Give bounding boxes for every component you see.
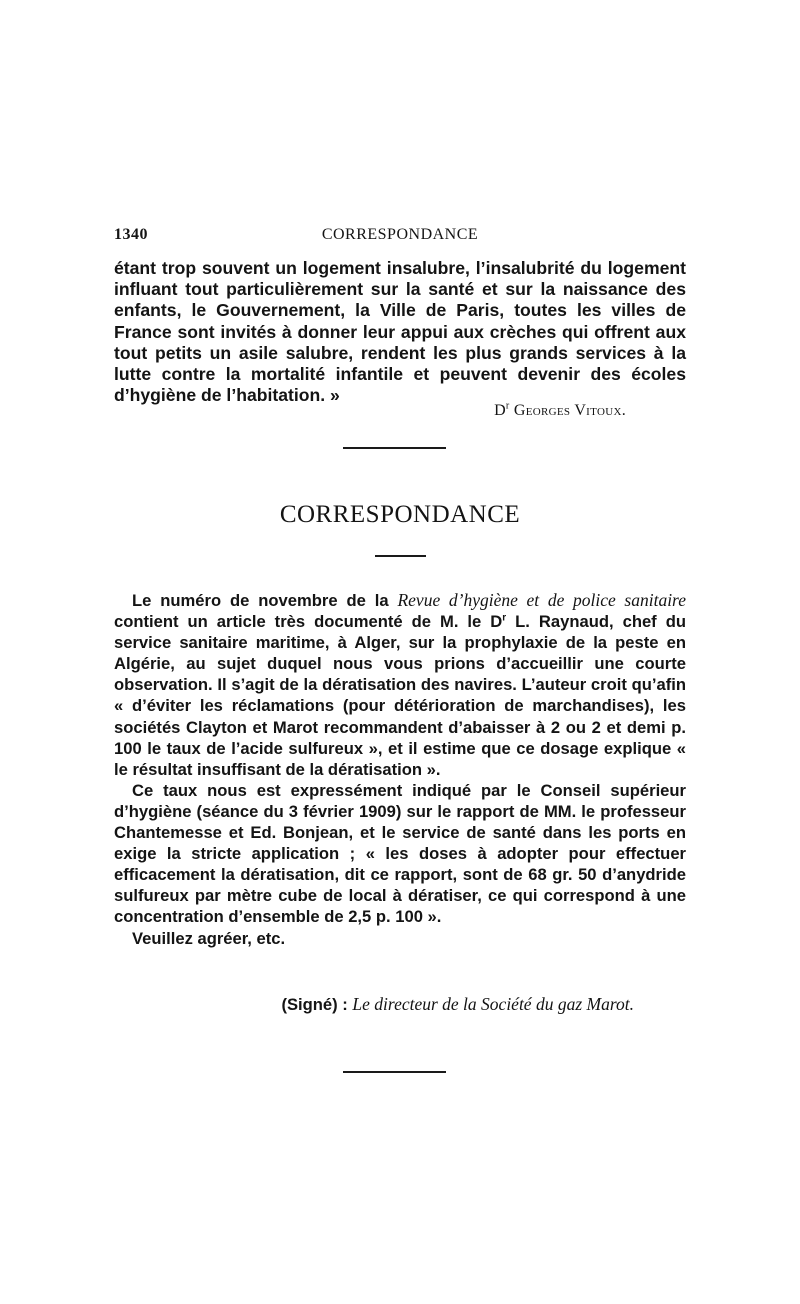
previous-article-paragraph: étant trop souvent un logement insalubre, l’insalubrité du logement influant tout particulièrement sur la santé et sur la naissance des enfants, le Gouvernement, la Ville de Paris, toutes les villes de France sont invités à donner leur appui aux crèches qui offrent aux tout petits un asile salubre, rendent les plus grands services à la lutte contre la mortalité infantile et peuvent devenir des écoles d’hygiène de l’habitation. » bbox=[114, 258, 686, 406]
author-signature bbox=[114, 402, 626, 420]
journal-title: Revue d’hygiène et de police sanitaire bbox=[397, 590, 686, 610]
running-head bbox=[114, 226, 686, 248]
previous-article-ending bbox=[114, 258, 686, 406]
running-title: CORRESPONDANCE bbox=[321, 226, 479, 243]
signed-line bbox=[114, 994, 634, 1015]
p1-text-b: contient un article très documenté de M. le D bbox=[114, 612, 503, 632]
letter-body bbox=[114, 590, 686, 949]
signature-prefix: D bbox=[494, 402, 506, 419]
signed-text: Le directeur de la Société du gaz Marot. bbox=[352, 994, 634, 1014]
signature-name: Georges Vitoux. bbox=[513, 402, 626, 419]
page-number: 1340 bbox=[114, 226, 148, 243]
signature-prefix-sup: r bbox=[505, 400, 510, 412]
p1-text-a: Le numéro de novembre de la bbox=[132, 591, 398, 610]
section-title: CORRESPONDANCE bbox=[279, 501, 521, 528]
p1-superscript: r bbox=[502, 612, 507, 624]
section-divider bbox=[343, 447, 446, 449]
letter-closing: Veuillez agréer, etc. bbox=[132, 928, 286, 948]
letter-paragraph-1 bbox=[114, 590, 686, 780]
end-divider bbox=[343, 1071, 446, 1073]
p1-text-c: L. Raynaud, chef du service sanitaire maritime, à Alger, sur la prophylaxie de la peste en Algérie, au sujet duquel nous vous prions d’accueillir une courte observation. Il s’agit de la dératisation des navires. L’auteur croit qu’afin « d’éviter les réclamations (pour détérioration de marchandises), les sociétés Clayton et Marot recommandent d’abaisser à 2 ou 2 et demi p. 100 le taux de l’acide sulfureux », et il estime que ce dosage explique « le résultat insuffisant de la dératisation ». bbox=[114, 612, 686, 779]
title-underline bbox=[375, 555, 426, 557]
letter-paragraph-2: Ce taux nous est expressément indiqué par le Conseil supérieur d’hygiène (séance du 3 février 1909) sur le rapport de MM. le professeur Chantemesse et Ed. Bonjean, et le service de santé dans les ports en exige la stricte application ; « les doses à adopter pour effectuer efficacement la dératisation, dit ce rapport, sont de 68 gr. 50 d’anydride sulfureux par mètre cube de local à dératiser, ce qui correspond à une concentration d’ensemble de 2,5 p. 100 ». bbox=[114, 780, 686, 927]
signed-label: (Signé) : bbox=[281, 995, 353, 1014]
